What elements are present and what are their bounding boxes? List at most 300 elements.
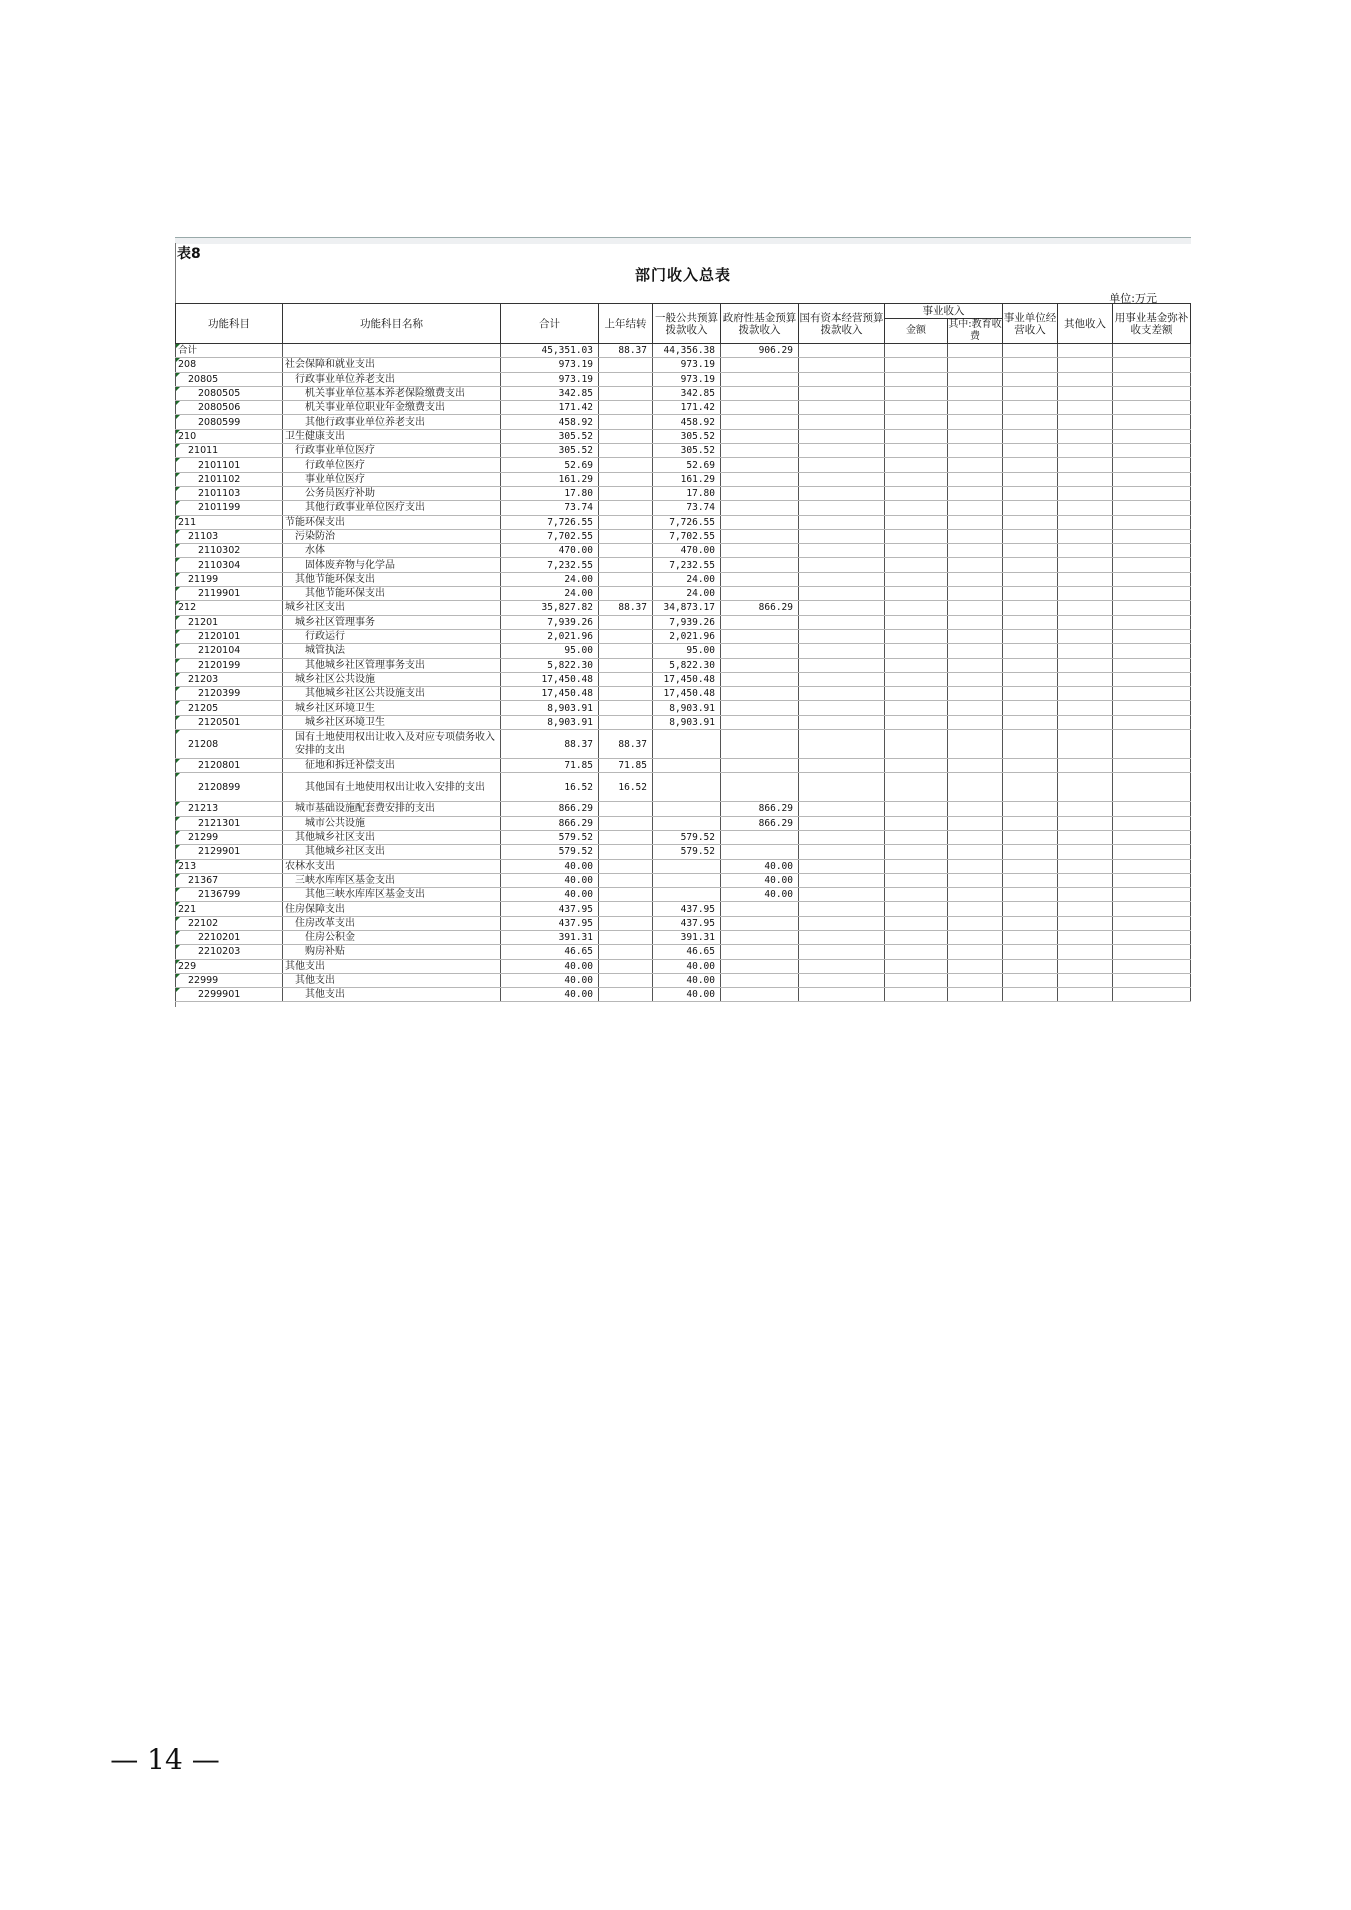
row-state-capital bbox=[799, 845, 885, 859]
row-state-capital bbox=[799, 615, 885, 629]
row-reserve-fund bbox=[1113, 429, 1191, 443]
row-business-amount bbox=[885, 672, 948, 686]
row-reserve-fund bbox=[1113, 759, 1191, 773]
row-business-edu-fee bbox=[948, 486, 1003, 500]
row-reserve-fund bbox=[1113, 988, 1191, 1002]
row-gov-fund bbox=[721, 701, 799, 715]
col-general-budget-header: 一般公共预算拨款收入 bbox=[653, 304, 721, 344]
row-name: 其他支出 bbox=[283, 973, 501, 987]
row-business-amount bbox=[885, 658, 948, 672]
row-business-edu-fee bbox=[948, 415, 1003, 429]
row-business-amount bbox=[885, 773, 948, 802]
table-row bbox=[176, 544, 1191, 558]
row-business-edu-fee bbox=[948, 401, 1003, 415]
row-operating-income bbox=[1003, 629, 1058, 643]
row-business-edu-fee bbox=[948, 759, 1003, 773]
row-carryover bbox=[599, 429, 653, 443]
row-code: 2080505 bbox=[176, 386, 283, 400]
col-code-header: 功能科目 bbox=[176, 304, 283, 344]
row-other-income bbox=[1058, 730, 1113, 759]
row-reserve-fund bbox=[1113, 444, 1191, 458]
row-code: 2136799 bbox=[176, 888, 283, 902]
row-other-income bbox=[1058, 859, 1113, 873]
row-name: 事业单位医疗 bbox=[283, 472, 501, 486]
income-summary-table bbox=[175, 303, 1191, 1002]
row-total: 437.95 bbox=[501, 902, 599, 916]
row-state-capital bbox=[799, 672, 885, 686]
row-general-budget bbox=[653, 816, 721, 830]
col-carryover-header: 上年结转 bbox=[599, 304, 653, 344]
row-business-edu-fee bbox=[948, 429, 1003, 443]
row-business-amount bbox=[885, 344, 948, 358]
row-other-income bbox=[1058, 973, 1113, 987]
row-total: 171.42 bbox=[501, 401, 599, 415]
row-business-amount bbox=[885, 830, 948, 844]
row-operating-income bbox=[1003, 444, 1058, 458]
row-reserve-fund bbox=[1113, 615, 1191, 629]
row-reserve-fund bbox=[1113, 973, 1191, 987]
row-gov-fund bbox=[721, 386, 799, 400]
row-total: 7,939.26 bbox=[501, 615, 599, 629]
row-name: 住房改革支出 bbox=[283, 916, 501, 930]
col-other-income-header: 其他收入 bbox=[1058, 304, 1113, 344]
row-operating-income bbox=[1003, 672, 1058, 686]
row-total: 73.74 bbox=[501, 501, 599, 515]
row-state-capital bbox=[799, 830, 885, 844]
row-business-amount bbox=[885, 902, 948, 916]
row-state-capital bbox=[799, 386, 885, 400]
row-state-capital bbox=[799, 802, 885, 816]
row-total: 470.00 bbox=[501, 544, 599, 558]
row-code: 2210203 bbox=[176, 945, 283, 959]
row-gov-fund bbox=[721, 988, 799, 1002]
row-operating-income bbox=[1003, 458, 1058, 472]
row-code: 21205 bbox=[176, 701, 283, 715]
row-state-capital bbox=[799, 988, 885, 1002]
row-business-edu-fee bbox=[948, 529, 1003, 543]
row-total: 8,903.91 bbox=[501, 701, 599, 715]
row-business-amount bbox=[885, 615, 948, 629]
row-carryover: 16.52 bbox=[599, 773, 653, 802]
row-name: 污染防治 bbox=[283, 529, 501, 543]
row-carryover bbox=[599, 988, 653, 1002]
row-gov-fund: 40.00 bbox=[721, 859, 799, 873]
row-operating-income bbox=[1003, 658, 1058, 672]
table-row bbox=[176, 888, 1191, 902]
row-name: 卫生健康支出 bbox=[283, 429, 501, 443]
row-reserve-fund bbox=[1113, 629, 1191, 643]
row-reserve-fund bbox=[1113, 701, 1191, 715]
row-total: 40.00 bbox=[501, 973, 599, 987]
row-name: 城乡社区管理事务 bbox=[283, 615, 501, 629]
row-gov-fund: 866.29 bbox=[721, 816, 799, 830]
row-total: 24.00 bbox=[501, 587, 599, 601]
table-row bbox=[176, 486, 1191, 500]
row-code: 21201 bbox=[176, 615, 283, 629]
row-name: 城乡社区环境卫生 bbox=[283, 715, 501, 729]
row-business-amount bbox=[885, 572, 948, 586]
table-row bbox=[176, 873, 1191, 887]
row-operating-income bbox=[1003, 902, 1058, 916]
row-operating-income bbox=[1003, 830, 1058, 844]
row-general-budget: 17,450.48 bbox=[653, 672, 721, 686]
row-reserve-fund bbox=[1113, 572, 1191, 586]
table-row bbox=[176, 959, 1191, 973]
table-row bbox=[176, 444, 1191, 458]
row-general-budget: 305.52 bbox=[653, 429, 721, 443]
col-state-capital-header: 国有资本经营预算拨款收入 bbox=[799, 304, 885, 344]
row-general-budget bbox=[653, 859, 721, 873]
row-name: 其他节能环保支出 bbox=[283, 572, 501, 586]
row-other-income bbox=[1058, 701, 1113, 715]
row-reserve-fund bbox=[1113, 873, 1191, 887]
table-row bbox=[176, 386, 1191, 400]
row-business-edu-fee bbox=[948, 830, 1003, 844]
row-carryover bbox=[599, 888, 653, 902]
row-gov-fund bbox=[721, 916, 799, 930]
row-reserve-fund bbox=[1113, 830, 1191, 844]
row-operating-income bbox=[1003, 386, 1058, 400]
row-business-amount bbox=[885, 816, 948, 830]
row-general-budget: 73.74 bbox=[653, 501, 721, 515]
row-reserve-fund bbox=[1113, 845, 1191, 859]
row-name: 行政事业单位医疗 bbox=[283, 444, 501, 458]
row-gov-fund bbox=[721, 773, 799, 802]
row-code: 21199 bbox=[176, 572, 283, 586]
table-row bbox=[176, 372, 1191, 386]
row-other-income bbox=[1058, 988, 1113, 1002]
row-other-income bbox=[1058, 687, 1113, 701]
row-code: 21208 bbox=[176, 730, 283, 759]
row-reserve-fund bbox=[1113, 515, 1191, 529]
row-business-edu-fee bbox=[948, 873, 1003, 887]
row-code: 20805 bbox=[176, 372, 283, 386]
row-business-edu-fee bbox=[948, 458, 1003, 472]
row-total: 866.29 bbox=[501, 816, 599, 830]
row-name: 机关事业单位职业年金缴费支出 bbox=[283, 401, 501, 415]
row-reserve-fund bbox=[1113, 544, 1191, 558]
row-gov-fund bbox=[721, 644, 799, 658]
row-state-capital bbox=[799, 501, 885, 515]
col-reserve-fund-header: 用事业基金弥补收支差额 bbox=[1113, 304, 1191, 344]
row-operating-income bbox=[1003, 501, 1058, 515]
row-operating-income bbox=[1003, 401, 1058, 415]
row-operating-income bbox=[1003, 988, 1058, 1002]
row-other-income bbox=[1058, 572, 1113, 586]
row-gov-fund bbox=[721, 715, 799, 729]
row-total: 7,232.55 bbox=[501, 558, 599, 572]
row-name: 农林水支出 bbox=[283, 859, 501, 873]
row-general-budget: 7,726.55 bbox=[653, 515, 721, 529]
row-business-edu-fee bbox=[948, 344, 1003, 358]
row-total: 40.00 bbox=[501, 888, 599, 902]
row-reserve-fund bbox=[1113, 587, 1191, 601]
row-general-budget: 171.42 bbox=[653, 401, 721, 415]
row-total: 5,822.30 bbox=[501, 658, 599, 672]
table-row bbox=[176, 615, 1191, 629]
row-state-capital bbox=[799, 687, 885, 701]
row-business-amount bbox=[885, 687, 948, 701]
row-general-budget: 305.52 bbox=[653, 444, 721, 458]
row-gov-fund: 40.00 bbox=[721, 873, 799, 887]
table-row bbox=[176, 859, 1191, 873]
row-reserve-fund bbox=[1113, 472, 1191, 486]
table-row bbox=[176, 730, 1191, 759]
row-other-income bbox=[1058, 587, 1113, 601]
row-general-budget: 5,822.30 bbox=[653, 658, 721, 672]
row-gov-fund bbox=[721, 544, 799, 558]
row-business-amount bbox=[885, 486, 948, 500]
page-number: — 14 — bbox=[110, 1743, 220, 1776]
row-reserve-fund bbox=[1113, 672, 1191, 686]
row-other-income bbox=[1058, 429, 1113, 443]
row-general-budget: 973.19 bbox=[653, 358, 721, 372]
row-operating-income bbox=[1003, 587, 1058, 601]
row-name: 行政事业单位养老支出 bbox=[283, 372, 501, 386]
row-carryover bbox=[599, 816, 653, 830]
row-other-income bbox=[1058, 558, 1113, 572]
row-general-budget: 2,021.96 bbox=[653, 629, 721, 643]
row-name: 社会保障和就业支出 bbox=[283, 358, 501, 372]
row-business-edu-fee bbox=[948, 544, 1003, 558]
row-business-amount bbox=[885, 458, 948, 472]
row-gov-fund bbox=[721, 830, 799, 844]
row-code: 2119901 bbox=[176, 587, 283, 601]
row-general-budget: 437.95 bbox=[653, 902, 721, 916]
row-reserve-fund bbox=[1113, 802, 1191, 816]
row-business-amount bbox=[885, 601, 948, 615]
row-general-budget: 44,356.38 bbox=[653, 344, 721, 358]
row-total: 342.85 bbox=[501, 386, 599, 400]
row-reserve-fund bbox=[1113, 644, 1191, 658]
row-code: 22102 bbox=[176, 916, 283, 930]
row-general-budget: 973.19 bbox=[653, 372, 721, 386]
row-gov-fund bbox=[721, 358, 799, 372]
table-row bbox=[176, 715, 1191, 729]
row-state-capital bbox=[799, 429, 885, 443]
row-business-edu-fee bbox=[948, 973, 1003, 987]
row-total: 16.52 bbox=[501, 773, 599, 802]
row-general-budget: 579.52 bbox=[653, 830, 721, 844]
row-other-income bbox=[1058, 544, 1113, 558]
row-business-amount bbox=[885, 759, 948, 773]
row-general-budget bbox=[653, 802, 721, 816]
row-total: 17,450.48 bbox=[501, 687, 599, 701]
row-state-capital bbox=[799, 344, 885, 358]
row-state-capital bbox=[799, 372, 885, 386]
row-carryover bbox=[599, 444, 653, 458]
row-carryover bbox=[599, 873, 653, 887]
row-code: 2110304 bbox=[176, 558, 283, 572]
row-carryover bbox=[599, 472, 653, 486]
row-carryover bbox=[599, 401, 653, 415]
row-operating-income bbox=[1003, 873, 1058, 887]
row-other-income bbox=[1058, 472, 1113, 486]
row-code: 2120101 bbox=[176, 629, 283, 643]
row-business-amount bbox=[885, 415, 948, 429]
row-carryover bbox=[599, 973, 653, 987]
row-state-capital bbox=[799, 873, 885, 887]
table-row bbox=[176, 644, 1191, 658]
row-business-edu-fee bbox=[948, 615, 1003, 629]
row-total: 40.00 bbox=[501, 859, 599, 873]
row-operating-income bbox=[1003, 529, 1058, 543]
row-carryover bbox=[599, 372, 653, 386]
row-reserve-fund bbox=[1113, 501, 1191, 515]
row-total: 7,726.55 bbox=[501, 515, 599, 529]
row-gov-fund bbox=[721, 945, 799, 959]
row-business-amount bbox=[885, 845, 948, 859]
row-code: 21203 bbox=[176, 672, 283, 686]
row-general-budget bbox=[653, 773, 721, 802]
row-state-capital bbox=[799, 358, 885, 372]
row-carryover bbox=[599, 486, 653, 500]
row-state-capital bbox=[799, 658, 885, 672]
row-business-edu-fee bbox=[948, 888, 1003, 902]
row-other-income bbox=[1058, 930, 1113, 944]
row-state-capital bbox=[799, 773, 885, 802]
row-other-income bbox=[1058, 344, 1113, 358]
row-state-capital bbox=[799, 859, 885, 873]
row-total: 88.37 bbox=[501, 730, 599, 759]
row-total: 973.19 bbox=[501, 358, 599, 372]
table-row bbox=[176, 501, 1191, 515]
row-state-capital bbox=[799, 916, 885, 930]
row-operating-income bbox=[1003, 973, 1058, 987]
row-gov-fund bbox=[721, 629, 799, 643]
row-business-edu-fee bbox=[948, 916, 1003, 930]
row-code: 2120199 bbox=[176, 658, 283, 672]
row-operating-income bbox=[1003, 615, 1058, 629]
row-business-amount bbox=[885, 429, 948, 443]
row-reserve-fund bbox=[1113, 816, 1191, 830]
row-general-budget: 391.31 bbox=[653, 930, 721, 944]
row-reserve-fund bbox=[1113, 902, 1191, 916]
row-name: 其他行政事业单位医疗支出 bbox=[283, 501, 501, 515]
table-body bbox=[176, 344, 1191, 1002]
table-row bbox=[176, 572, 1191, 586]
row-operating-income bbox=[1003, 687, 1058, 701]
row-name: 购房补贴 bbox=[283, 945, 501, 959]
row-total: 40.00 bbox=[501, 988, 599, 1002]
row-total: 17.80 bbox=[501, 486, 599, 500]
row-business-amount bbox=[885, 973, 948, 987]
col-business-income-header: 事业收入 bbox=[885, 304, 1003, 319]
row-carryover bbox=[599, 415, 653, 429]
document-title: 部门收入总表 bbox=[634, 266, 731, 284]
row-name: 节能环保支出 bbox=[283, 515, 501, 529]
row-code: 2299901 bbox=[176, 988, 283, 1002]
row-carryover bbox=[599, 529, 653, 543]
row-operating-income bbox=[1003, 558, 1058, 572]
row-operating-income bbox=[1003, 472, 1058, 486]
row-business-amount bbox=[885, 701, 948, 715]
row-operating-income bbox=[1003, 730, 1058, 759]
row-code: 2120399 bbox=[176, 687, 283, 701]
row-business-amount bbox=[885, 715, 948, 729]
row-operating-income bbox=[1003, 358, 1058, 372]
row-business-edu-fee bbox=[948, 959, 1003, 973]
row-other-income bbox=[1058, 444, 1113, 458]
row-business-edu-fee bbox=[948, 945, 1003, 959]
table-row bbox=[176, 672, 1191, 686]
row-operating-income bbox=[1003, 959, 1058, 973]
row-other-income bbox=[1058, 715, 1113, 729]
row-carryover bbox=[599, 658, 653, 672]
row-general-budget: 437.95 bbox=[653, 916, 721, 930]
row-gov-fund bbox=[721, 472, 799, 486]
row-gov-fund bbox=[721, 444, 799, 458]
row-total: 45,351.03 bbox=[501, 344, 599, 358]
row-business-amount bbox=[885, 802, 948, 816]
row-name: 住房公积金 bbox=[283, 930, 501, 944]
row-business-edu-fee bbox=[948, 672, 1003, 686]
row-reserve-fund bbox=[1113, 773, 1191, 802]
row-total: 437.95 bbox=[501, 916, 599, 930]
table-row bbox=[176, 902, 1191, 916]
row-code: 2120104 bbox=[176, 644, 283, 658]
row-name: 城市基础设施配套费安排的支出 bbox=[283, 802, 501, 816]
row-name: 水体 bbox=[283, 544, 501, 558]
row-code: 208 bbox=[176, 358, 283, 372]
row-other-income bbox=[1058, 773, 1113, 802]
row-state-capital bbox=[799, 715, 885, 729]
row-gov-fund bbox=[721, 615, 799, 629]
table-row bbox=[176, 358, 1191, 372]
row-other-income bbox=[1058, 873, 1113, 887]
table-row bbox=[176, 916, 1191, 930]
row-total: 35,827.82 bbox=[501, 601, 599, 615]
table-row bbox=[176, 529, 1191, 543]
row-total: 71.85 bbox=[501, 759, 599, 773]
row-general-budget: 579.52 bbox=[653, 845, 721, 859]
table-header bbox=[176, 304, 1191, 344]
row-carryover bbox=[599, 458, 653, 472]
row-other-income bbox=[1058, 644, 1113, 658]
row-carryover bbox=[599, 358, 653, 372]
row-business-amount bbox=[885, 888, 948, 902]
row-general-budget: 8,903.91 bbox=[653, 701, 721, 715]
row-code: 21213 bbox=[176, 802, 283, 816]
row-other-income bbox=[1058, 615, 1113, 629]
row-business-edu-fee bbox=[948, 629, 1003, 643]
row-business-amount bbox=[885, 730, 948, 759]
row-state-capital bbox=[799, 644, 885, 658]
row-gov-fund bbox=[721, 730, 799, 759]
row-business-edu-fee bbox=[948, 372, 1003, 386]
row-carryover bbox=[599, 644, 653, 658]
row-other-income bbox=[1058, 959, 1113, 973]
row-name: 其他城乡社区支出 bbox=[283, 845, 501, 859]
row-carryover bbox=[599, 386, 653, 400]
row-name: 征地和拆迁补偿支出 bbox=[283, 759, 501, 773]
row-other-income bbox=[1058, 830, 1113, 844]
table-row bbox=[176, 458, 1191, 472]
row-name: 机关事业单位基本养老保险缴费支出 bbox=[283, 386, 501, 400]
row-general-budget: 40.00 bbox=[653, 988, 721, 1002]
row-total: 40.00 bbox=[501, 873, 599, 887]
row-name: 其他支出 bbox=[283, 959, 501, 973]
row-state-capital bbox=[799, 629, 885, 643]
row-reserve-fund bbox=[1113, 959, 1191, 973]
row-operating-income bbox=[1003, 415, 1058, 429]
row-state-capital bbox=[799, 902, 885, 916]
row-total: 40.00 bbox=[501, 959, 599, 973]
row-business-edu-fee bbox=[948, 902, 1003, 916]
row-total: 46.65 bbox=[501, 945, 599, 959]
row-other-income bbox=[1058, 458, 1113, 472]
row-general-budget: 7,232.55 bbox=[653, 558, 721, 572]
